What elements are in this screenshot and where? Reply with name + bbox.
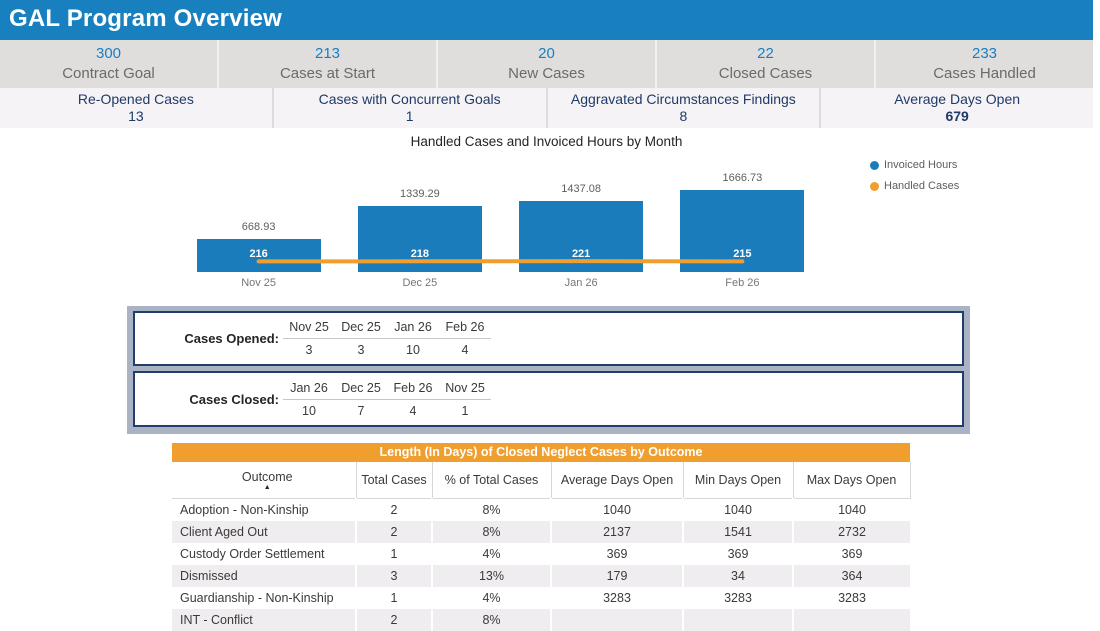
chart-legend <box>870 157 959 199</box>
invoiced-hours-bar[interactable] <box>358 206 482 272</box>
matrix-column-header: Nov 25 <box>445 380 485 395</box>
column-header-max-days-open[interactable]: Max Days Open <box>793 462 910 499</box>
kpi-card-closed-cases[interactable] <box>655 40 874 88</box>
cases-matrix-panel <box>127 306 970 434</box>
x-axis-label: Feb 26 <box>725 277 760 289</box>
kpi-card-aggravated-circumstances[interactable] <box>546 88 820 128</box>
invoiced-hours-bar[interactable] <box>519 201 643 272</box>
outcome-table-title: Length (In Days) of Closed Neglect Cases by Outcome <box>172 443 910 462</box>
outcome-table-header-row <box>172 462 910 499</box>
legend-item-handled-cases[interactable] <box>870 178 959 194</box>
table-row[interactable]: Custody Order Settlement 1 4% 369 369 369 <box>172 543 910 565</box>
matrix-value: 4 <box>461 343 469 357</box>
combo-chart-plot <box>178 152 823 289</box>
kpi-value: 1 <box>405 108 414 124</box>
matrix-columns <box>283 381 491 418</box>
matrix-value: 1 <box>461 403 469 418</box>
kpi-value: 213 <box>314 45 341 62</box>
matrix-value: 7 <box>357 403 365 418</box>
x-axis-label: Jan 26 <box>564 277 598 289</box>
legend-item-invoiced-hours[interactable] <box>870 157 959 173</box>
kpi-value: 20 <box>538 45 555 62</box>
kpi-value: 8 <box>679 108 688 124</box>
kpi-label: Cases Handled <box>933 65 1036 82</box>
kpi-label: Aggravated Circumstances Findings <box>570 91 796 107</box>
kpi-row-secondary <box>0 88 1093 128</box>
matrix-value: 10 <box>302 403 316 418</box>
invoiced-hours-data-label: 668.93 <box>241 221 276 233</box>
matrix-column-header: Jan 26 <box>290 380 328 395</box>
legend-dot-icon <box>870 182 879 191</box>
kpi-value: 300 <box>95 45 122 62</box>
column-header-min-days-open[interactable]: Min Days Open <box>683 462 793 499</box>
matrix-value: 3 <box>357 343 365 357</box>
matrix-column-header: Dec 25 <box>341 380 381 395</box>
chart-category-nov <box>178 152 339 289</box>
chart-category-feb <box>662 152 823 289</box>
kpi-card-contract-goal[interactable] <box>0 40 217 88</box>
kpi-value: 22 <box>757 45 774 62</box>
page-title: GAL Program Overview <box>9 5 282 32</box>
matrix-columns <box>283 320 491 357</box>
handled-cases-data-label: 215 <box>733 248 752 260</box>
column-header-total-cases[interactable]: Total Cases <box>356 462 432 499</box>
kpi-label: New Cases <box>508 65 585 82</box>
kpi-label: Cases with Concurrent Goals <box>318 91 501 107</box>
column-header-pct-total-cases[interactable]: % of Total Cases <box>432 462 551 499</box>
invoiced-hours-data-label: 1666.73 <box>722 172 763 184</box>
matrix-header-row <box>283 381 491 400</box>
matrix-row-label: Cases Opened: <box>184 331 279 346</box>
handled-cases-data-label: 218 <box>410 248 430 260</box>
matrix-column-header: Nov 25 <box>289 320 329 334</box>
matrix-header-row <box>283 320 491 339</box>
kpi-card-concurrent-goals[interactable] <box>272 88 546 128</box>
report-header <box>0 0 1093 40</box>
matrix-value: 3 <box>305 343 313 357</box>
chart-category-jan <box>501 152 662 289</box>
table-row[interactable]: Client Aged Out 2 8% 2137 1541 2732 <box>172 521 910 543</box>
kpi-value: 679 <box>945 108 969 124</box>
kpi-label: Re-Opened Cases <box>77 91 194 107</box>
chart-category-dec <box>339 152 500 289</box>
invoiced-hours-data-label: 1437.08 <box>561 183 601 195</box>
legend-label: Invoiced Hours <box>884 159 958 171</box>
table-row[interactable]: INT - Conflict 2 8% <box>172 609 910 631</box>
matrix-column-header: Feb 26 <box>393 380 433 395</box>
outcome-table <box>172 443 910 627</box>
matrix-column-header: Feb 26 <box>445 320 485 334</box>
x-axis-label: Dec 25 <box>402 277 438 289</box>
handled-cases-data-label: 221 <box>571 248 591 260</box>
cases-opened-matrix <box>133 311 964 366</box>
kpi-label: Contract Goal <box>62 65 155 82</box>
invoiced-hours-data-label: 1339.29 <box>399 188 440 200</box>
matrix-value-row <box>283 339 491 357</box>
table-row[interactable]: Guardianship - Non-Kinship 1 4% 3283 3283 3283 <box>172 587 910 609</box>
column-header-outcome[interactable]: Outcome ▲ <box>172 462 356 499</box>
combo-chart-title: Handled Cases and Invoiced Hours by Month <box>410 134 683 149</box>
table-row[interactable]: Dismissed 3 13% 179 34 364 <box>172 565 910 587</box>
kpi-value: 233 <box>971 45 998 62</box>
handled-cases-data-label: 216 <box>249 248 268 260</box>
kpi-value: 13 <box>128 108 144 124</box>
x-axis-label: Nov 25 <box>241 277 277 289</box>
kpi-label: Closed Cases <box>718 65 813 82</box>
kpi-row-top <box>0 40 1093 88</box>
kpi-card-cases-at-start[interactable] <box>217 40 436 88</box>
kpi-card-average-days-open[interactable] <box>819 88 1093 128</box>
column-header-average-days-open[interactable]: Average Days Open <box>551 462 683 499</box>
kpi-card-reopened-cases[interactable] <box>0 88 272 128</box>
matrix-value-row <box>283 400 491 418</box>
legend-label: Handled Cases <box>884 180 960 192</box>
legend-dot-icon <box>870 161 879 170</box>
kpi-card-cases-handled[interactable] <box>874 40 1093 88</box>
kpi-card-new-cases[interactable] <box>436 40 655 88</box>
matrix-value: 10 <box>406 343 420 357</box>
matrix-column-header: Jan 26 <box>394 320 432 334</box>
matrix-column-header: Dec 25 <box>341 320 381 334</box>
matrix-row-label: Cases Closed: <box>189 391 279 407</box>
cases-closed-matrix <box>133 371 964 427</box>
table-row[interactable]: Adoption - Non-Kinship 2 8% 1040 1040 1040 <box>172 499 910 522</box>
sort-ascending-icon: ▲ <box>263 483 271 491</box>
kpi-label: Cases at Start <box>279 65 376 82</box>
kpi-label: Average Days Open <box>894 91 1021 107</box>
matrix-value: 4 <box>409 403 417 418</box>
